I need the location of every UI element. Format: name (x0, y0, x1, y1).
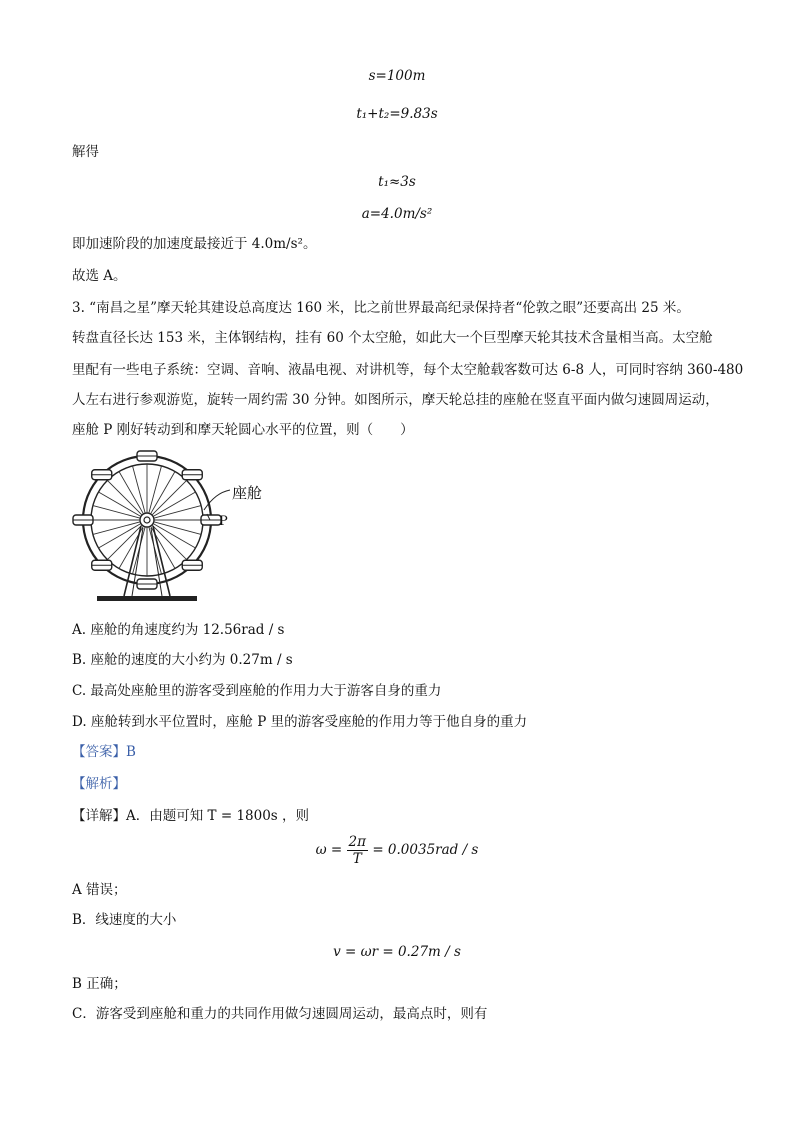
omega-equation (0, 832, 794, 868)
equation-acceleration: a=4.0m/s² (361, 206, 433, 222)
option-d: D. 座舱转到水平位置时，座舱 P 里的游客受座舱的作用力等于他自身的重力 (72, 714, 528, 730)
cabin-label: 座舱 (232, 484, 263, 502)
cabin (92, 470, 112, 480)
solve-label: 解得 (72, 144, 99, 160)
cabin (73, 515, 93, 525)
detail-a-line: 【详解】A．由题可知 T = 1800s ，则 (72, 808, 310, 824)
equation-time-sum: t₁+t₂=9.83s (356, 106, 438, 122)
cabin (137, 579, 157, 589)
question-line-3: 里配有一些电子系统：空调、音响、液晶电视、对讲机等，每个太空舱载客数可达 6-8 人，可同时容纳 360-480 (72, 362, 744, 378)
a-wrong: A 错误； (72, 882, 127, 898)
detail-c-line: C．游客受到座舱和重力的共同作用做匀速圆周运动，最高点时，则有 (72, 1006, 488, 1022)
option-a: A. 座舱的角速度约为 12.56rad / s (72, 622, 285, 638)
wheel-base (97, 596, 197, 601)
cabin (182, 560, 202, 570)
omega-numerator: 2π (348, 834, 367, 850)
ferris-wheel-diagram (72, 448, 282, 608)
question-line-4: 人左右进行参观游览，旋转一周约需 30 分钟。如图所示，摩天轮总挂的座舱在竖直平面内做匀速圆周运动， (72, 392, 719, 408)
point-p-label: P (219, 514, 228, 529)
cabin (137, 451, 157, 461)
omega-right: = 0.0035rad / s (372, 842, 479, 858)
answer-tag: 【答案】B (72, 744, 136, 760)
omega-denominator: T (352, 851, 362, 867)
b-right: B 正确； (72, 976, 127, 992)
omega-left: ω = (315, 842, 343, 858)
analysis-tag: 【解析】 (72, 776, 126, 792)
velocity-equation: v = ωr = 0.27m / s (333, 944, 461, 960)
conclusion-text: 即加速阶段的加速度最接近于 4.0m/s²。 (72, 236, 317, 252)
question-line-5: 座舱 P 刚好转动到和摩天轮圆心水平的位置，则（ ） (72, 422, 414, 438)
question-line-1: 3. “南昌之星”摩天轮其建设总高度达 160 米，比之前世界最高纪录保持者“伦敦之眼”还要高出 25 米。 (72, 300, 690, 316)
option-b: B. 座舱的速度的大小约为 0.27m / s (72, 652, 293, 668)
cabin (92, 560, 112, 570)
cabin (182, 470, 202, 480)
detail-b-line: B．线速度的大小 (72, 912, 177, 928)
question-line-2: 转盘直径长达 153 米，主体钢结构，挂有 60 个太空舱，如此大一个巨型摩天轮其技术含量相当高。太空舱 (72, 330, 713, 346)
ferris-wheel-figure (72, 448, 282, 608)
cabin-p (201, 515, 221, 525)
equation-t1: t₁≈3s (378, 174, 416, 190)
omega-fraction (347, 834, 368, 867)
option-c: C. 最高处座舱里的游客受到座舱的作用力大于游客自身的重力 (72, 683, 442, 699)
choice-text: 故选 A。 (72, 268, 127, 284)
equation-distance: s=100m (368, 68, 426, 84)
